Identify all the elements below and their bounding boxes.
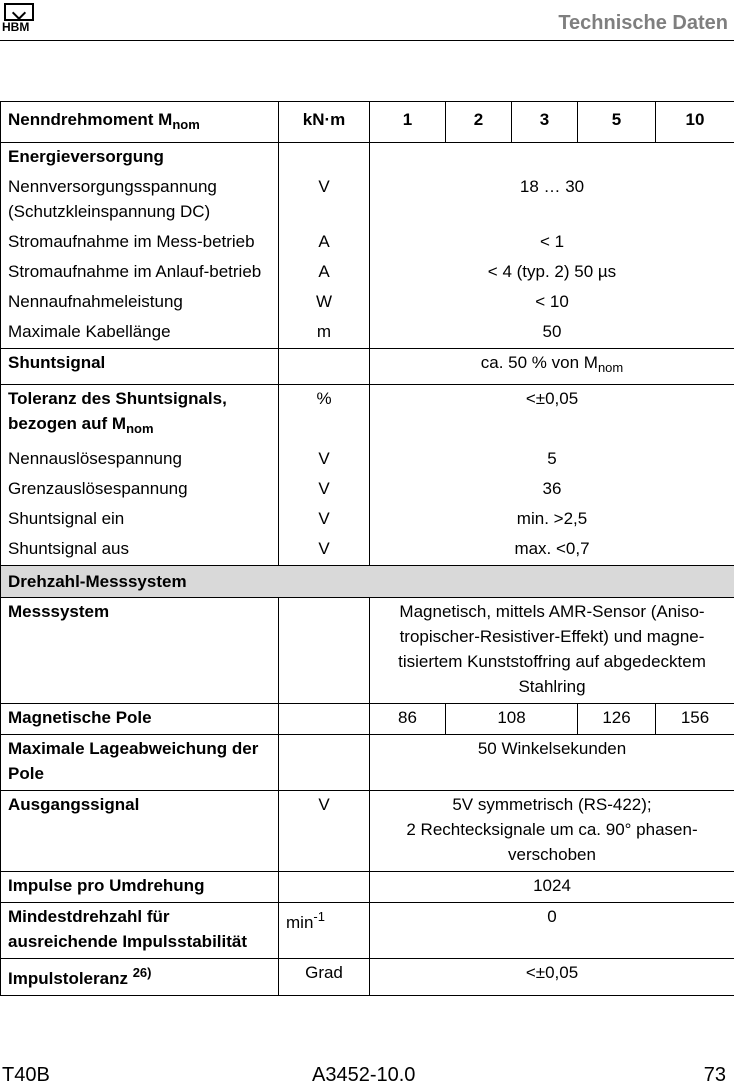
row-unit: W — [279, 288, 370, 318]
row-label: Ausgangssignal — [1, 791, 279, 872]
row-unit: V — [279, 173, 370, 228]
table-row — [1, 959, 734, 996]
table-row — [1, 445, 734, 475]
table-row — [1, 704, 734, 735]
group-title-row — [1, 349, 734, 385]
header-value: 3 — [512, 102, 578, 143]
row-label: Shuntsignal aus — [1, 535, 279, 566]
row-value: 0 — [370, 903, 734, 959]
row-label: Nennauslösespannung — [1, 445, 279, 475]
row-label: Nennversorgungsspannung (Schutzkleinspannung DC) — [1, 173, 279, 228]
row-value: 36 — [370, 475, 734, 505]
footer-doc-number: A3452-10.0 — [312, 1064, 416, 1086]
spec-table — [0, 101, 734, 996]
row-label: Messsystem — [1, 598, 279, 704]
group-title: Shuntsignal — [1, 349, 279, 385]
row-value: Magnetisch, mittels AMR-Sensor (Aniso-tropischer-Resistiver-Effekt) und magne-tisiertem Kunststoffring auf abgedecktem Stahlring — [370, 598, 734, 704]
empty-cell — [279, 872, 370, 903]
row-label: Impulse pro Umdrehung — [1, 872, 279, 903]
group-title: Energieversorgung — [1, 143, 279, 174]
row-value: < 10 — [370, 288, 734, 318]
logo-mark-icon — [4, 3, 34, 21]
table-row — [1, 475, 734, 505]
shunt-value: ca. 50 % von $M_{nom}$ — [370, 349, 734, 385]
header-value: 5 — [578, 102, 656, 143]
row-value — [370, 791, 734, 872]
hbm-logo — [2, 3, 38, 33]
table-row — [1, 228, 734, 258]
row-label: Nennaufnahmeleistung — [1, 288, 279, 318]
header-divider — [0, 40, 734, 41]
row-value: <±0,05 — [370, 385, 734, 446]
table-row — [1, 872, 734, 903]
row-label: Grenzauslösespannung — [1, 475, 279, 505]
output-line-2: 2 Rechtecksignale um ca. 90° phasen-verschoben — [406, 820, 698, 864]
row-value: 1024 — [370, 872, 734, 903]
footnote-ref: 26) — [132, 965, 152, 980]
table-row — [1, 505, 734, 535]
row-label: Impulstoleranz $^{26)}$ — [1, 959, 279, 996]
row-label: Stromaufnahme im Anlauf-betrieb — [1, 258, 279, 288]
row-label: Mindestdrehzahl für ausreichende Impulsstabilität — [1, 903, 279, 959]
row-label: Magnetische Pole — [1, 704, 279, 735]
section-title: Drehzahl-Messsystem — [1, 566, 734, 598]
header-unit: kN·m — [279, 102, 370, 143]
row-value: 5 — [370, 445, 734, 475]
row-value: <±0,05 — [370, 959, 734, 996]
empty-cell — [279, 735, 370, 791]
group-title-row — [1, 143, 734, 174]
output-line-1: 5V symmetrisch (RS-422); — [452, 795, 652, 814]
row-value: < 4 (typ. 2) 50 µs — [370, 258, 734, 288]
row-unit: V — [279, 535, 370, 566]
footer-product: T40B — [2, 1064, 50, 1086]
pole-value: 108 — [446, 704, 578, 735]
row-label: Maximale Kabellänge — [1, 318, 279, 349]
table-row — [1, 318, 734, 349]
row-unit: V — [279, 475, 370, 505]
page-number: 73 — [703, 1064, 726, 1086]
table-row — [1, 598, 734, 704]
section-header-row — [1, 566, 734, 598]
row-value: min. >2,5 — [370, 505, 734, 535]
table-row — [1, 903, 734, 959]
table-row — [1, 535, 734, 566]
row-unit: $\min^{-1}$ — [279, 903, 370, 959]
row-unit: V — [279, 791, 370, 872]
row-unit: V — [279, 505, 370, 535]
table-row — [1, 173, 734, 228]
row-label: Stromaufnahme im Mess-betrieb — [1, 228, 279, 258]
row-unit: m — [279, 318, 370, 349]
pole-value: 86 — [370, 704, 446, 735]
empty-cell — [279, 143, 370, 174]
row-unit: A — [279, 228, 370, 258]
row-value: max. <0,7 — [370, 535, 734, 566]
pole-value: 126 — [578, 704, 656, 735]
row-label: Shuntsignal ein — [1, 505, 279, 535]
row-value: 50 Winkelsekunden — [370, 735, 734, 791]
row-value: < 1 — [370, 228, 734, 258]
row-value: 18 … 30 — [370, 173, 734, 228]
row-value: 50 — [370, 318, 734, 349]
empty-cell — [279, 349, 370, 385]
header-value: 1 — [370, 102, 446, 143]
header-value: 10 — [656, 102, 734, 143]
row-unit: V — [279, 445, 370, 475]
table-row — [1, 791, 734, 872]
pole-value: 156 — [656, 704, 734, 735]
empty-cell — [279, 598, 370, 704]
table-row — [1, 735, 734, 791]
table-header-row — [1, 102, 734, 143]
row-unit: % — [279, 385, 370, 446]
logo-text: HBM — [2, 20, 30, 34]
header-value: 2 — [446, 102, 512, 143]
row-label: Maximale Lageabweichung der Pole — [1, 735, 279, 791]
empty-cell — [279, 704, 370, 735]
page-section-title: Technische Daten — [558, 12, 728, 34]
row-unit: A — [279, 258, 370, 288]
table-row — [1, 288, 734, 318]
table-row — [1, 258, 734, 288]
table-row — [1, 385, 734, 446]
header-label: Nenndrehmoment $M_{nom}$ — [1, 102, 279, 143]
empty-cell — [370, 143, 734, 174]
row-unit: Grad — [279, 959, 370, 996]
row-label: Toleranz des Shuntsignals, bezogen auf $M_{nom}$ — [1, 385, 279, 446]
